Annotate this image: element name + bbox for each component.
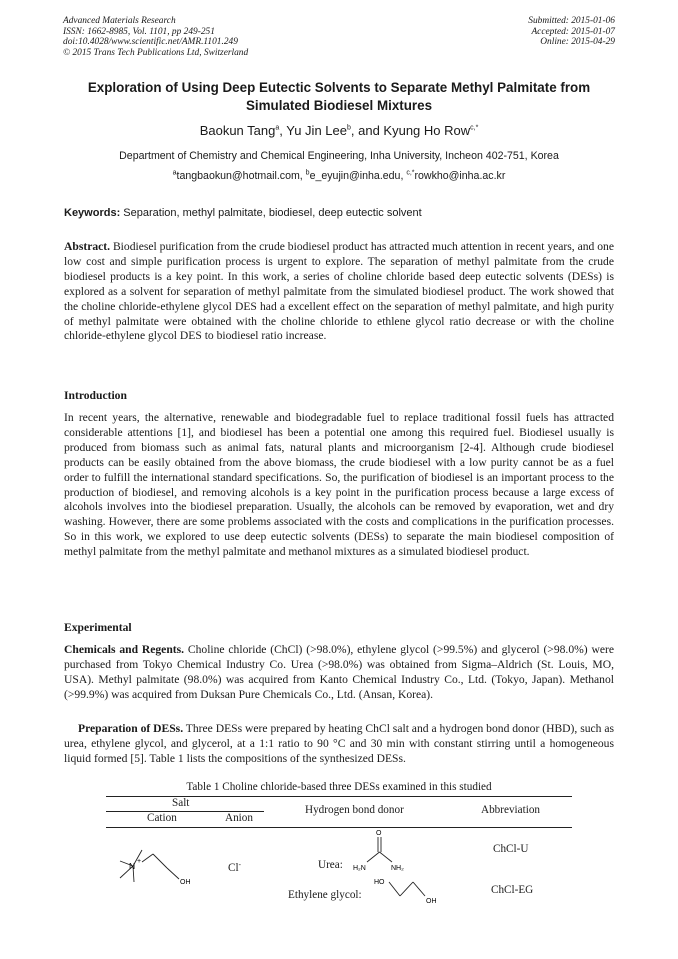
email-sup: a bbox=[172, 169, 177, 177]
anion-text: Cl bbox=[228, 862, 239, 874]
introduction-paragraph: In recent years, the alternative, renewable and biodegradable fuel to replace traditional fossil fuels has attracted considerable attentions [1], and biodiesel has been a potential one among this required fuel. Biodiesel usually is produced from biomass such as animal fats, natural plants and microorganism [2-4]. Although crude biodiesel products can be easily obtained from the above biomass, the crude biodiesel with a low purity cannot be as a fuel order to fulfill the international standard specifications. So, the purification of biodiesel is an important process to the production of biodiesel, and removing alcohols is a key point in the purification process because a large excess of alcohols involves into the biodiesel preparation. Usually, the alcohols can be removed by evaporation, wet and dry washing. However, there are some problems associated with the costs and complications in the purification processes. So in this work, we explored to use deep eutectic solvents (DESs) to separate the main biodiesel composition of methyl palmitate from the methyl palmitate and methanol mixtures as a simulated biodiesel product. bbox=[64, 411, 614, 559]
table-header-cation: Cation bbox=[147, 812, 177, 824]
cation-n-label: N bbox=[129, 861, 136, 871]
table-caption: Table 1 Choline chloride-based three DESs examined in this studied bbox=[186, 781, 492, 793]
eg-ho-label: HO bbox=[374, 879, 385, 886]
online-date: Online: 2015-04-29 bbox=[540, 37, 615, 48]
ethylene-glycol-label: Ethylene glycol: bbox=[288, 889, 362, 901]
abstract bbox=[64, 240, 614, 344]
cation-plus-label: + bbox=[137, 858, 142, 865]
keywords-text: Separation, methyl palmitate, biodiesel, deep eutectic solvent bbox=[120, 207, 422, 219]
email: tangbaokun@hotmail.com, bbox=[176, 170, 306, 182]
table-header-salt: Salt bbox=[172, 797, 190, 809]
dates-info bbox=[528, 16, 615, 48]
copyright: © 2015 Trans Tech Publications Ltd, Switzerland bbox=[63, 47, 249, 58]
author-sup: a bbox=[275, 124, 280, 132]
email-sup: b bbox=[305, 169, 310, 177]
urea-structure bbox=[350, 826, 420, 874]
paper-title: Exploration of Using Deep Eutectic Solvents to Separate Methyl Palmitate from Simulated Biodiesel Mixtures bbox=[87, 80, 591, 113]
author-sep: , bbox=[279, 123, 287, 138]
table-header-rule bbox=[106, 827, 572, 828]
urea-o-label: O bbox=[376, 830, 382, 837]
journal-info bbox=[63, 16, 248, 58]
author-name: Yu Jin Lee bbox=[286, 123, 347, 138]
affiliation: Department of Chemistry and Chemical Engineering, Inha University, Incheon 402-751, Korea bbox=[119, 150, 559, 162]
chemicals-text: Choline chloride (ChCl) (>98.0%), ethylene glycol (>99.5%) and glycerol (>98.0%) were purchased from Tokyo Chemical Industry Co. Urea (>98.0%) was obtained from Sigma–Aldrich (St. Louis, MO, USA). Methyl palmitate (98.0%) was acquired from Kanto Chemical Industry Co., Ltd. (Tokyo, Japan). Methanol (>99.9%) was acquired from Duksan Pure Chemicals Co., Ltd. (Ansan, Korea). bbox=[64, 643, 614, 701]
doi: doi:10.4028/www.scientific.net/AMR.1101.249 bbox=[63, 37, 238, 48]
email: e_eyujin@inha.edu, bbox=[309, 170, 407, 182]
issn: ISSN: 1662-8985, Vol. 1101, pp 249-251 bbox=[63, 26, 215, 37]
abbreviation-chcl-eg: ChCl-EG bbox=[491, 884, 534, 896]
section-heading-experimental: Experimental bbox=[64, 621, 132, 634]
accepted-date: Accepted: 2015-01-07 bbox=[531, 26, 615, 37]
section-heading-introduction: Introduction bbox=[64, 389, 127, 402]
choline-cation-structure bbox=[112, 838, 202, 894]
email: rowkho@inha.ac.kr bbox=[414, 170, 506, 182]
anion-value bbox=[228, 862, 241, 874]
table-header-hbd: Hydrogen bond donor bbox=[305, 804, 404, 816]
journal-name: Advanced Materials Research bbox=[63, 16, 176, 26]
anion-charge: - bbox=[238, 860, 241, 869]
urea-h2n-label: H₂N bbox=[353, 865, 366, 872]
preparation-label: Preparation of DESs. bbox=[78, 722, 184, 735]
ethylene-glycol-structure bbox=[372, 874, 444, 906]
chemicals-label: Chemicals and Regents. bbox=[64, 643, 185, 656]
preparation-text: Three DESs were prepared by heating ChCl salt and a hydrogen bond donor (HBD), such as urea, ethylene glycol, and glycerol, at a 1:1 ratio to 90 °C and 30 min with constant stirring until a homogeneous liquid formed [5]. Table 1 lists the compositions of the synthesized DESs. bbox=[64, 722, 615, 765]
urea-nh2-label: NH₂ bbox=[391, 865, 404, 872]
cation-oh-label: OH bbox=[180, 879, 191, 886]
urea-label: Urea: bbox=[318, 859, 343, 871]
author-emails bbox=[40, 170, 638, 182]
abstract-label: Abstract. bbox=[64, 240, 111, 253]
author-name: Kyung Ho Row bbox=[383, 123, 471, 138]
author-sup: c,* bbox=[470, 124, 479, 132]
author-name: Baokun Tang bbox=[199, 123, 276, 138]
table-header-abbreviation: Abbreviation bbox=[481, 804, 541, 816]
keywords bbox=[64, 207, 614, 219]
eg-oh-label: OH bbox=[426, 898, 437, 905]
abstract-text: Biodiesel purification from the crude biodiesel product has attracted much attention in recent years, and one low cost and simple purification process is urgent to explore. The separation of methyl palmitate from the crude biodiesel products is a key point. In this work, a series of choline chloride based deep eutectic solvents (DESs) is explored as a solvent for separation of methyl palmitate from the simulated biodiesel product. The work showed that the choline chloride-ethylene glycol DES had a excellent effect on the separation of methyl palmitate, and high purity of methyl palmitate were obtained with the choline chloride to ethlene glycol ratio decrease or with the choline chloride-ethylene glycol DES to biodiesel ratio increase. bbox=[64, 240, 614, 343]
table-header-anion: Anion bbox=[225, 812, 253, 824]
chemicals-paragraph bbox=[64, 643, 614, 703]
email-sup: c,* bbox=[406, 169, 415, 177]
author-sup: b bbox=[346, 124, 351, 132]
author-sep: , and bbox=[350, 123, 384, 138]
keywords-label: Keywords: bbox=[64, 207, 121, 219]
submitted-date: Submitted: 2015-01-06 bbox=[528, 16, 615, 26]
author-list bbox=[64, 123, 614, 138]
abbreviation-chcl-u: ChCl-U bbox=[493, 843, 529, 855]
preparation-paragraph bbox=[64, 722, 614, 767]
